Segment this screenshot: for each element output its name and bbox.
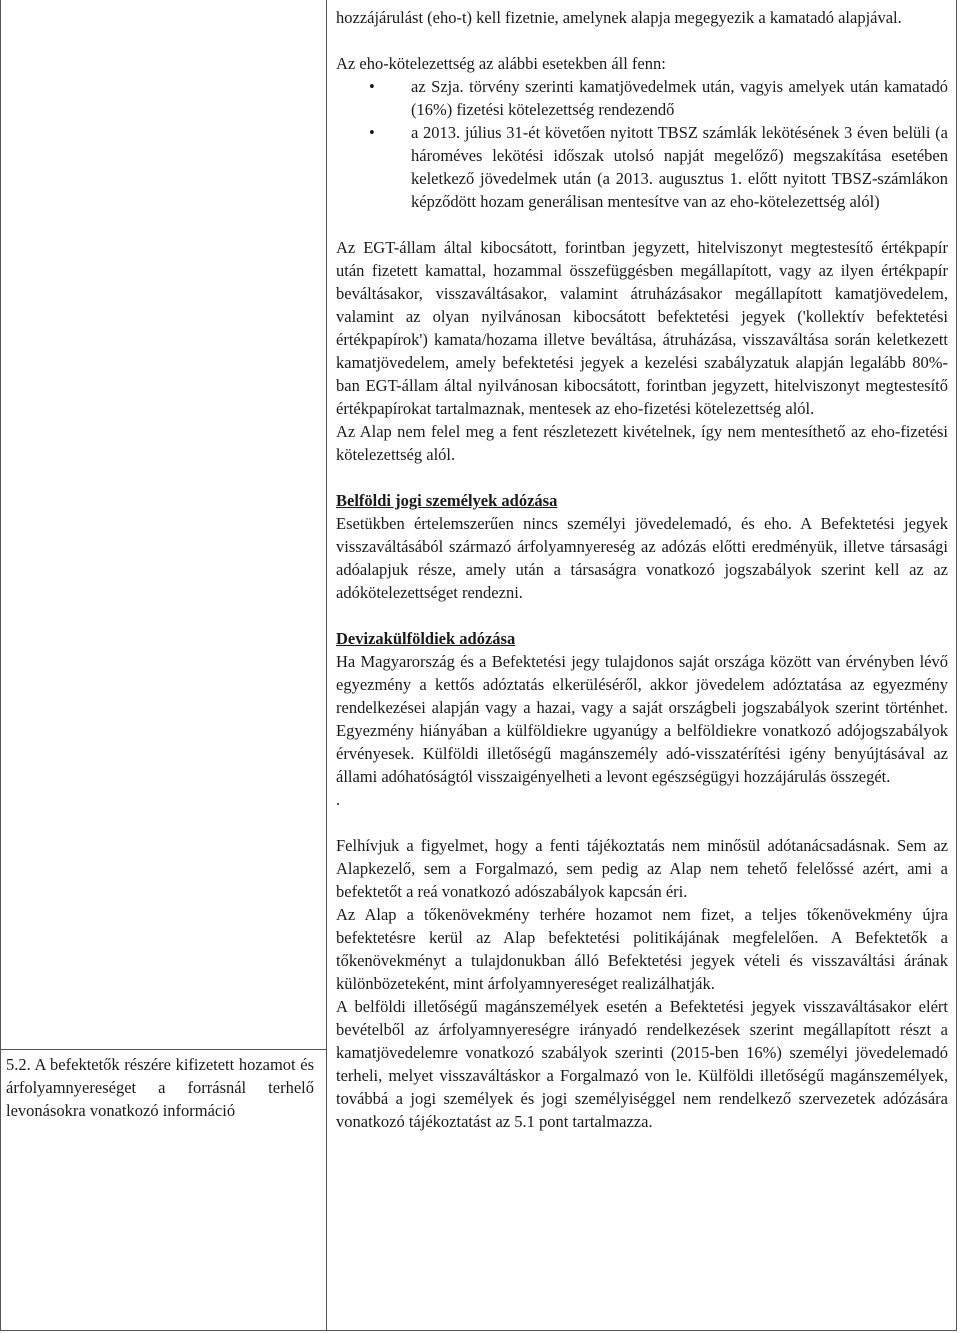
intro-paragraph: hozzájárulást (eho-t) kell fizetnie, amelynek alapja megegyezik a kamatadó alapjával. — [336, 8, 902, 27]
content-column — [336, 6, 948, 1133]
domestic-individuals-paragraph: A belföldi illetőségű magánszemélyek esetén a Befektetési jegyek visszaváltásakor elért bevételből az árfolyamnyereségre irányadó rendelkezések szerint megállapított részt a kamatjövedelemre vonatkozó szabályok szerinti (2015-ben 16%) személyi jövedelemadó terheli, melyet visszaváltáskor a Forgalmazó von le. Külföldi illetőségű magánszemélyek, továbbá a jogi személyek és jogi személyiséggel nem rendelkező szervezetek adózására vonatkozó tájékoztatást az 5.1 pont tartalmazza. — [336, 997, 948, 1131]
alap-exception-paragraph: Az Alap nem felel meg a fent részletezett kivételnek, így nem mentesíthető az eho-fizetési kötelezettség alól. — [336, 422, 948, 464]
section-title: 5.2. A befektetők részére kifizetett hozamot és árfolyamnyereséget a forrásnál terhelő levonásokra vonatkozó információ — [6, 1055, 314, 1120]
egt-paragraph: Az EGT-állam által kibocsátott, forintban jegyzett, hitelviszonyt megtestesítő értékpapír után fizetett kamattal, hozammal összefüggésben megállapított, vagy az ilyen értékpapír beváltásakor, visszaváltásakor, valamint átruházásakor megállapított kamatjövedelem, valamint az olyan nyilvánosan kibocsátott befektetési jegyek ('kollektív befektetési értékpapírok') kamata/hozama illetve beváltása, átruházása, visszaváltása során keletkezett kamatjövedelem, amely befektetési jegyek a kezelési szabályzatuk alapján legalább 80%-ban EGT-állam által nyilvánosan kibocsátott, forintban jegyzett, hitelviszonyt megtestesítő értékpapírokat tartalmaznak, mentesek az eho-fizetési kötelezettség alól. — [336, 238, 948, 418]
bullet-icon: • — [369, 123, 375, 142]
column-divider — [326, 0, 327, 1331]
heading-devizakulfoldiek: Devizakülföldiek adózása — [336, 629, 516, 648]
row-divider — [0, 1049, 326, 1050]
devizakulfoldiek-paragraph: Ha Magyarország és a Befektetési jegy tulajdonos saját országa között van érvényben lévő egyezmény a kettős adóztatás elkerüléséről, akkor jövedelem adóztatása az egyezmény rendelkezései alapján vagy a hazai, vagy a saját országbeli jogszabályok szerint történhet. Egyezmény hiányában a külföldiekre ugyanúgy a belföldiekre vonatkozó adójogszabályok érvényesek. Külföldi illetőségű magánszemély adó-visszatérítési igény benyújtásával az állami adóhatóságtól visszaigényelheti a levont egészségügyi hozzájárulás összegét. — [336, 652, 948, 786]
eho-cases-paragraph: Az eho-kötelezettség az alábbi esetekben áll fenn: — [336, 54, 666, 73]
bullet-icon: • — [369, 77, 375, 96]
disclaimer-paragraph: Felhívjuk a figyelmet, hogy a fenti tájékoztatás nem minősül adótanácsadásnak. Sem az Alapkezelő, sem a Forgalmazó, sem pedig az Alap nem tehető felelőssé azért, ami a befektetőt a reá vonatkozó adószabályok kapcsán éri. — [336, 836, 948, 901]
belfoldi-paragraph: Esetükben értelemszerűen nincs személyi jövedelemadó, és eho. A Befektetési jegyek visszaváltásából származó árfolyamnyereség az adózás előtti eredményük, illetve társasági adóalapjuk része, amely után a társaságra vonatkozó jogszabályok szerint kell az az adókötelezettséget rendezni. — [336, 514, 948, 602]
section-label-cell — [6, 1053, 314, 1122]
list-item: • a 2013. július 31-ét követően nyitott TBSZ számlák lekötésének 3 éven belüli (a hároméves lekötési időszak utolsó napját megelőző) megszakítása esetében keletkező jövedelmek után (a 2013. augusztus 1. előtt nyitott TBSZ-számlákon képződött hozam generálisan mentesítve van az eho-kötelezettség alól) — [369, 123, 948, 211]
list-item: • az Szja. törvény szerinti kamatjövedelmek után, vagyis amelyek után kamatadó (16%) fizetési kötelezettség rendezendő — [369, 77, 948, 119]
capital-gain-paragraph: Az Alap a tőkenövekmény terhére hozamot nem fizet, a teljes tőkenövekmény újra befektetésre kerül az Alap befektetési politikájának megfelelően. A Befektetők a tőkenövekményt a tulajdonukban álló Befektetési jegyek vételi és visszaváltási árának különbözeteként, mint árfolyamnyereséget realizálhatják. — [336, 905, 948, 993]
dot-line: . — [336, 790, 341, 809]
eho-bullet-list — [336, 75, 948, 213]
heading-belfoldi: Belföldi jogi személyek adózása — [336, 491, 558, 510]
